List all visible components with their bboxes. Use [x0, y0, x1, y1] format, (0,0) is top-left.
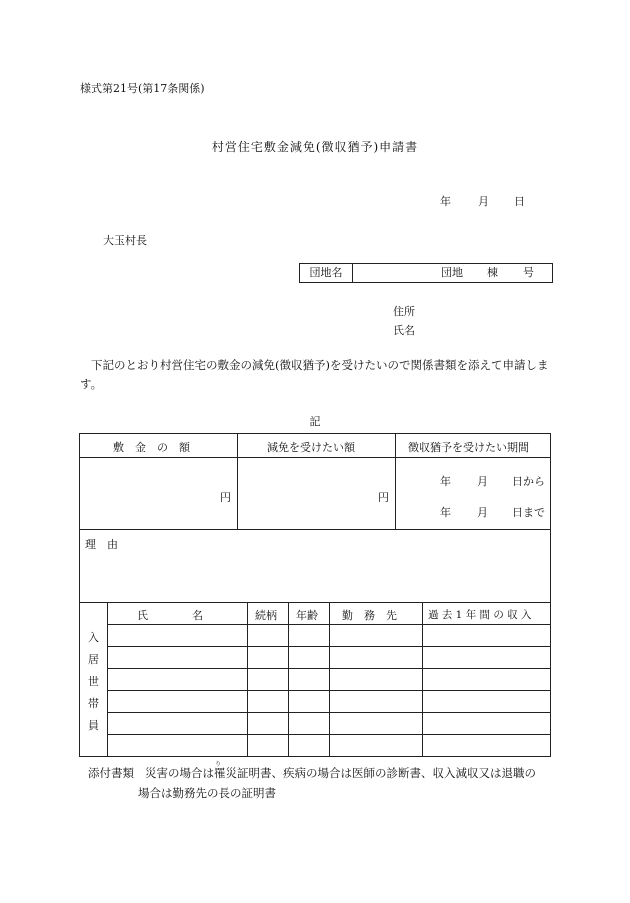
date-day: 日 [514, 195, 525, 208]
period-from-day: 日から [512, 475, 545, 488]
period-to-day: 日まで [512, 506, 545, 519]
danchi-suffix: 団地 [441, 266, 463, 279]
addressee: 大玉村長 [103, 234, 147, 247]
period-from-year: 年 [440, 475, 451, 488]
danchi-number: 号 [523, 266, 534, 279]
reason-label: 理 由 [85, 538, 118, 551]
name-label: 氏名 [393, 324, 415, 337]
member-age-header: 年齢 [296, 609, 318, 622]
danchi-box [299, 263, 553, 283]
member-income-header: 過 去 1 年 間 の 収 入 [428, 609, 532, 621]
header-reduction: 減免を受けたい額 [267, 441, 355, 454]
attachment-line-2: 場合は勤務先の長の証明書 [138, 786, 276, 800]
address-label: 住所 [393, 305, 415, 318]
reduction-yen: 円 [378, 491, 389, 504]
attachment-text-1: 災害の場合は罹災証明書、疾病の場合は医師の診断書、収入減収又は退職の [144, 766, 536, 780]
member-work-header: 勤 務 先 [342, 609, 397, 622]
danchi-building: 棟 [487, 266, 498, 279]
member-relation-header: 続柄 [255, 609, 277, 622]
member-name-header: 氏 名 [137, 609, 203, 622]
danchi-label: 団地名 [300, 264, 353, 282]
body-text: 下記のとおり村営住宅の敷金の減免(徴収猶予)を受けたいので関係書類を添えて申請します。 [80, 358, 549, 391]
document-title: 村営住宅敷金減免(徴収猶予)申請書 [211, 140, 419, 154]
form-number: 様式第21号(第17条関係) [80, 82, 205, 95]
application-table [79, 433, 551, 757]
ruby-annotation: り [215, 761, 222, 768]
header-period: 徴収猶予を受けたい期間 [408, 441, 529, 454]
household-char: 居 [88, 653, 99, 666]
attachment-label: 添付書類 [88, 766, 134, 780]
period-to-month: 月 [477, 506, 488, 519]
deposit-yen: 円 [220, 491, 231, 504]
household-char: 帯 [88, 697, 99, 710]
date-year: 年 [440, 195, 451, 208]
ki-heading: 記 [309, 415, 321, 428]
attachment-line-1 [88, 765, 536, 781]
household-char: 世 [88, 675, 99, 688]
date-month: 月 [478, 195, 489, 208]
household-char: 員 [88, 719, 99, 732]
household-char: 入 [88, 631, 99, 644]
header-deposit: 敷 金 の 額 [113, 441, 190, 454]
period-from-month: 月 [477, 475, 488, 488]
period-to-year: 年 [440, 506, 451, 519]
